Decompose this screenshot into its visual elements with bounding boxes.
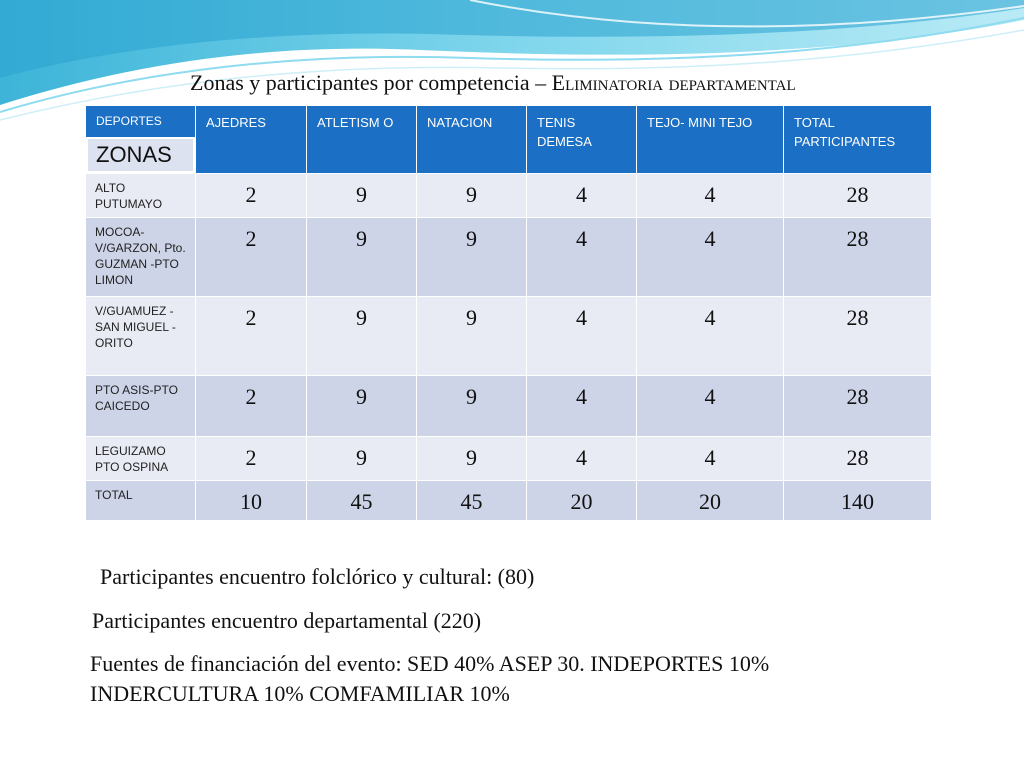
header-tejo-label: TEJO- MINI TEJO — [647, 115, 753, 130]
note-departamental: Participantes encuentro departamental (220) — [92, 608, 482, 633]
header-total — [784, 106, 932, 174]
header-atletismo-label: ATLETISM O — [317, 115, 394, 130]
value-cell: 45 — [417, 481, 527, 521]
slide-title-main: Zonas y participantes por competencia – E — [190, 70, 566, 95]
note-fuentes-line1: Fuentes de financiación del evento: SED 40% ASEP 30. INDEPORTES 10% — [90, 651, 770, 676]
note-fuentes-line2: INDERCULTURA 10% COMFAMILIAR 10% — [90, 681, 510, 706]
value-cell: 45 — [307, 481, 417, 521]
header-tejo — [637, 106, 784, 174]
table-row — [86, 376, 932, 437]
participants-table — [85, 105, 932, 521]
value-cell: 2 — [196, 218, 307, 297]
value-cell: 28 — [784, 297, 932, 376]
value-cell: 9 — [307, 437, 417, 481]
table-row — [86, 218, 932, 297]
value-cell: 9 — [417, 376, 527, 437]
table-row — [86, 297, 932, 376]
value-cell: 4 — [527, 297, 637, 376]
value-cell: 4 — [527, 218, 637, 297]
value-cell: 2 — [196, 437, 307, 481]
value-cell: 28 — [784, 218, 932, 297]
zone-cell: LEGUIZAMO PTO OSPINA — [86, 437, 196, 481]
header-tenis-demesa-label: TENIS DEMESA — [537, 115, 592, 149]
zone-cell: TOTAL — [86, 481, 196, 521]
value-cell: 4 — [637, 174, 784, 218]
header-natacion-label: NATACION — [427, 115, 493, 130]
value-cell: 4 — [527, 174, 637, 218]
value-cell: 9 — [417, 297, 527, 376]
zone-cell: MOCOA-V/GARZON, Pto. GUZMAN -PTO LIMON — [86, 218, 196, 297]
zone-cell: V/GUAMUEZ -SAN MIGUEL - ORITO — [86, 297, 196, 376]
header-deportes — [86, 106, 196, 174]
value-cell: 2 — [196, 376, 307, 437]
header-tenis-demesa — [527, 106, 637, 174]
value-cell: 9 — [417, 218, 527, 297]
table-header-row — [86, 106, 932, 174]
slide-title — [190, 70, 990, 96]
value-cell: 9 — [307, 218, 417, 297]
value-cell: 20 — [527, 481, 637, 521]
value-cell: 9 — [417, 437, 527, 481]
value-cell: 4 — [637, 437, 784, 481]
header-ajedres — [196, 106, 307, 174]
value-cell: 2 — [196, 174, 307, 218]
value-cell: 9 — [307, 376, 417, 437]
value-cell: 4 — [527, 376, 637, 437]
value-cell: 4 — [637, 376, 784, 437]
zonas-label: ZONAS — [86, 137, 195, 173]
value-cell: 28 — [784, 376, 932, 437]
value-cell: 140 — [784, 481, 932, 521]
value-cell: 28 — [784, 437, 932, 481]
table-row — [86, 437, 932, 481]
value-cell: 20 — [637, 481, 784, 521]
table-row-total — [86, 481, 932, 521]
value-cell: 4 — [527, 437, 637, 481]
value-cell: 9 — [307, 297, 417, 376]
value-cell: 4 — [637, 218, 784, 297]
header-deportes-label: DEPORTES — [96, 114, 162, 128]
value-cell: 9 — [417, 174, 527, 218]
value-cell: 28 — [784, 174, 932, 218]
value-cell: 9 — [307, 174, 417, 218]
header-atletismo — [307, 106, 417, 174]
zone-cell: ALTO PUTUMAYO — [86, 174, 196, 218]
header-ajedres-label: AJEDRES — [206, 115, 266, 130]
zone-cell: PTO ASIS-PTO CAICEDO — [86, 376, 196, 437]
header-total-label: TOTAL PARTICIPANTES — [794, 115, 896, 149]
value-cell: 2 — [196, 297, 307, 376]
note-folclorico: Participantes encuentro folclórico y cultural: (80) — [100, 564, 535, 589]
table-row — [86, 174, 932, 218]
slide-title-smallcaps: liminatoria departamental — [565, 70, 796, 95]
value-cell: 10 — [196, 481, 307, 521]
value-cell: 4 — [637, 297, 784, 376]
header-natacion — [417, 106, 527, 174]
